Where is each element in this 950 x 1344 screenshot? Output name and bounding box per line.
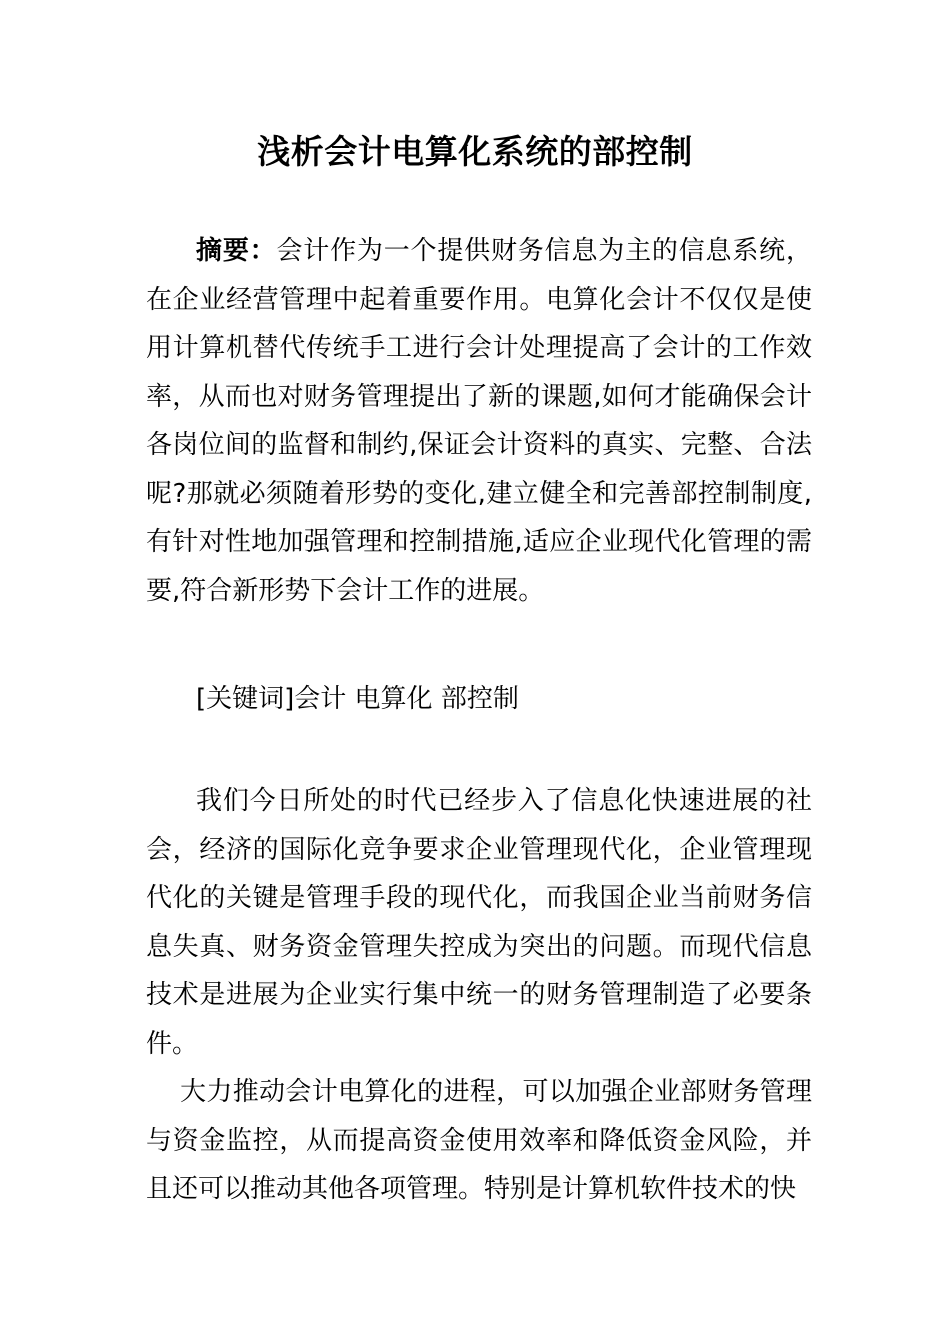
body-paragraph-1: 我们今日所处的时代已经步入了信息化快速进展的社会，经济的国际化竞争要求企业管理现代化，企业管理现代化的关键是管理手段的现代化，而我国企业当前财务信息失真、财务资金管理失控成为突出的问题。而现代信息技术是进展为企业实行集中统一的财务管理制造了必要条件。 — [146, 786, 812, 1059]
abstract-text: 会计作为一个提供财务信息为主的信息系统，在企业经营管理中起着重要作用。电算化会计不仅仅是使用计算机替代传统手工进行会计处理提高了会计的工作效率，从而也对财务管理提出了新的课题,如何才能确保会计各岗位间的监督和制约,保证会计资料的真实、完整、合法呢?那就必须随着形势的变化,建立健全和完善部控制制度,有针对性地加强管理和控制措施,适应企业现代化管理的需要,符合新形势下会计工作的进展。 — [146, 236, 812, 606]
body-paragraph-2: 大力推动会计电算化的进程，可以加强企业部财务管理与资金监控，从而提高资金使用效率和降低资金风险，并且还可以推动其他各项管理。特别是计算机软件技术的快 — [146, 1077, 812, 1204]
document-title: 浅析会计电算化系统的部控制 — [257, 132, 693, 171]
abstract-paragraph — [146, 227, 812, 615]
abstract-label: 摘要： — [196, 236, 277, 266]
keywords-line: [关键词]会计 电算化 部控制 — [196, 684, 519, 714]
